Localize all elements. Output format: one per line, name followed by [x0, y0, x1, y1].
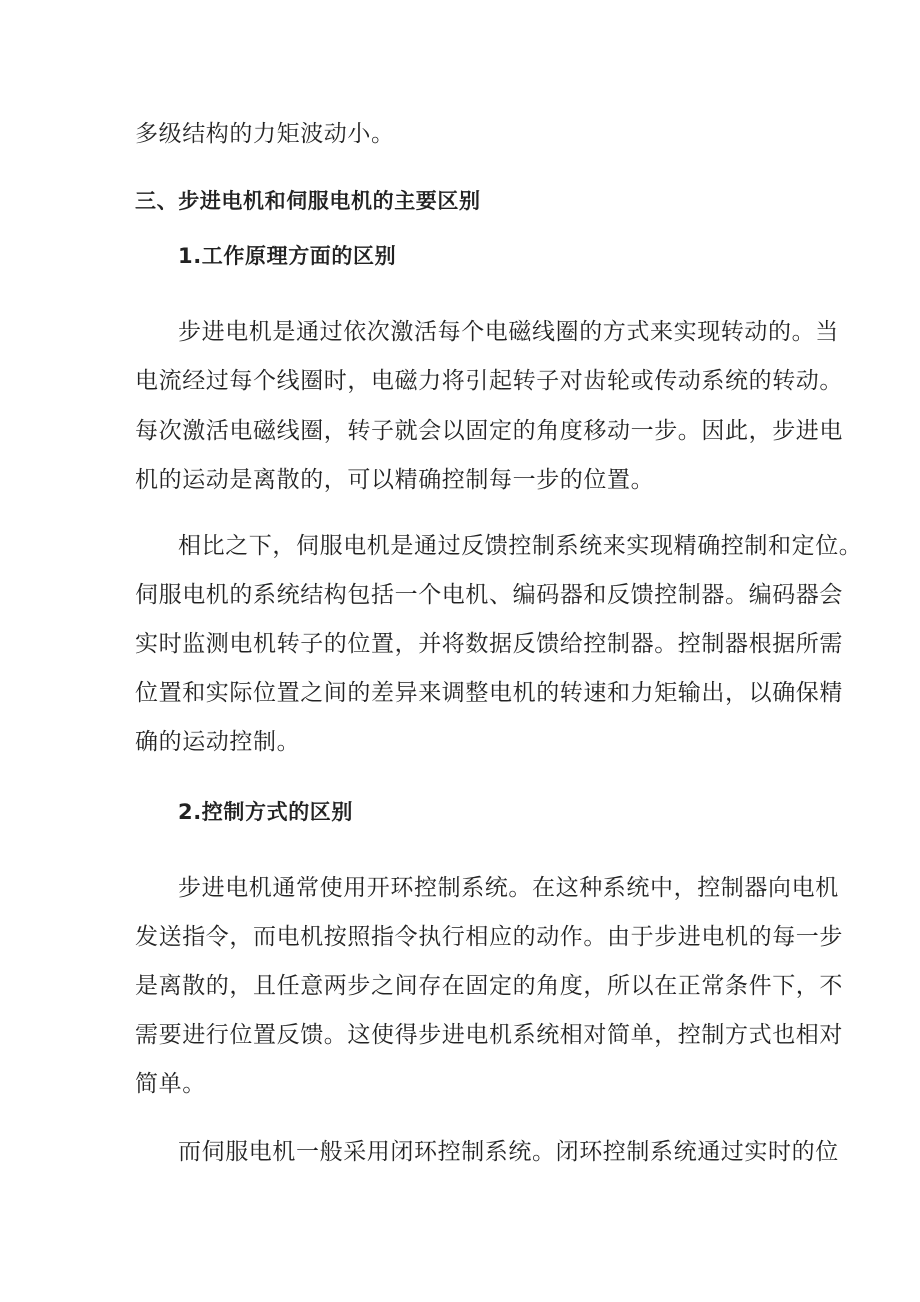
paragraph-line: 相比之下，伺服电机是通过反馈控制系统来实现精确控制和定位。	[178, 533, 863, 559]
subsection-2-heading: 2.控制方式的区别	[178, 800, 353, 824]
paragraph-line: 需要进行位置反馈。这使得步进电机系统相对简单，控制方式也相对	[135, 1022, 843, 1048]
paragraph-line: 电流经过每个线圈时，电磁力将引起转子对齿轮或传动系统的转动。	[135, 368, 843, 394]
paragraph-line: 每次激活电磁线圈，转子就会以固定的角度移动一步。因此，步进电	[135, 418, 843, 444]
paragraph-line: 实时监测电机转子的位置，并将数据反馈给控制器。控制器根据所需	[135, 631, 843, 657]
paragraph-line: 简单。	[135, 1071, 206, 1097]
paragraph-line: 位置和实际位置之间的差异来调整电机的转速和力矩输出，以确保精	[135, 680, 843, 706]
paragraph-line: 发送指令，而电机按照指令执行相应的动作。由于步进电机的每一步	[135, 924, 843, 950]
subsection-1-heading: 1.工作原理方面的区别	[178, 244, 397, 268]
intro-line: 多级结构的力矩波动小。	[135, 121, 395, 147]
paragraph-line: 而伺服电机一般采用闭环控制系统。闭环控制系统通过实时的位	[178, 1139, 839, 1165]
section-3-heading: 三、步进电机和伺服电机的主要区别	[135, 189, 481, 213]
paragraph-line: 伺服电机的系统结构包括一个电机、编码器和反馈控制器。编码器会	[135, 582, 843, 608]
paragraph-line: 是离散的，且任意两步之间存在固定的角度，所以在正常条件下，不	[135, 973, 843, 999]
paragraph-line: 确的运动控制。	[135, 729, 301, 755]
paragraph-line: 机的运动是离散的，可以精确控制每一步的位置。	[135, 467, 655, 493]
paragraph-line: 步进电机是通过依次激活每个电磁线圈的方式来实现转动的。当	[178, 319, 839, 345]
paragraph-line: 步进电机通常使用开环控制系统。在这种系统中，控制器向电机	[178, 875, 839, 901]
